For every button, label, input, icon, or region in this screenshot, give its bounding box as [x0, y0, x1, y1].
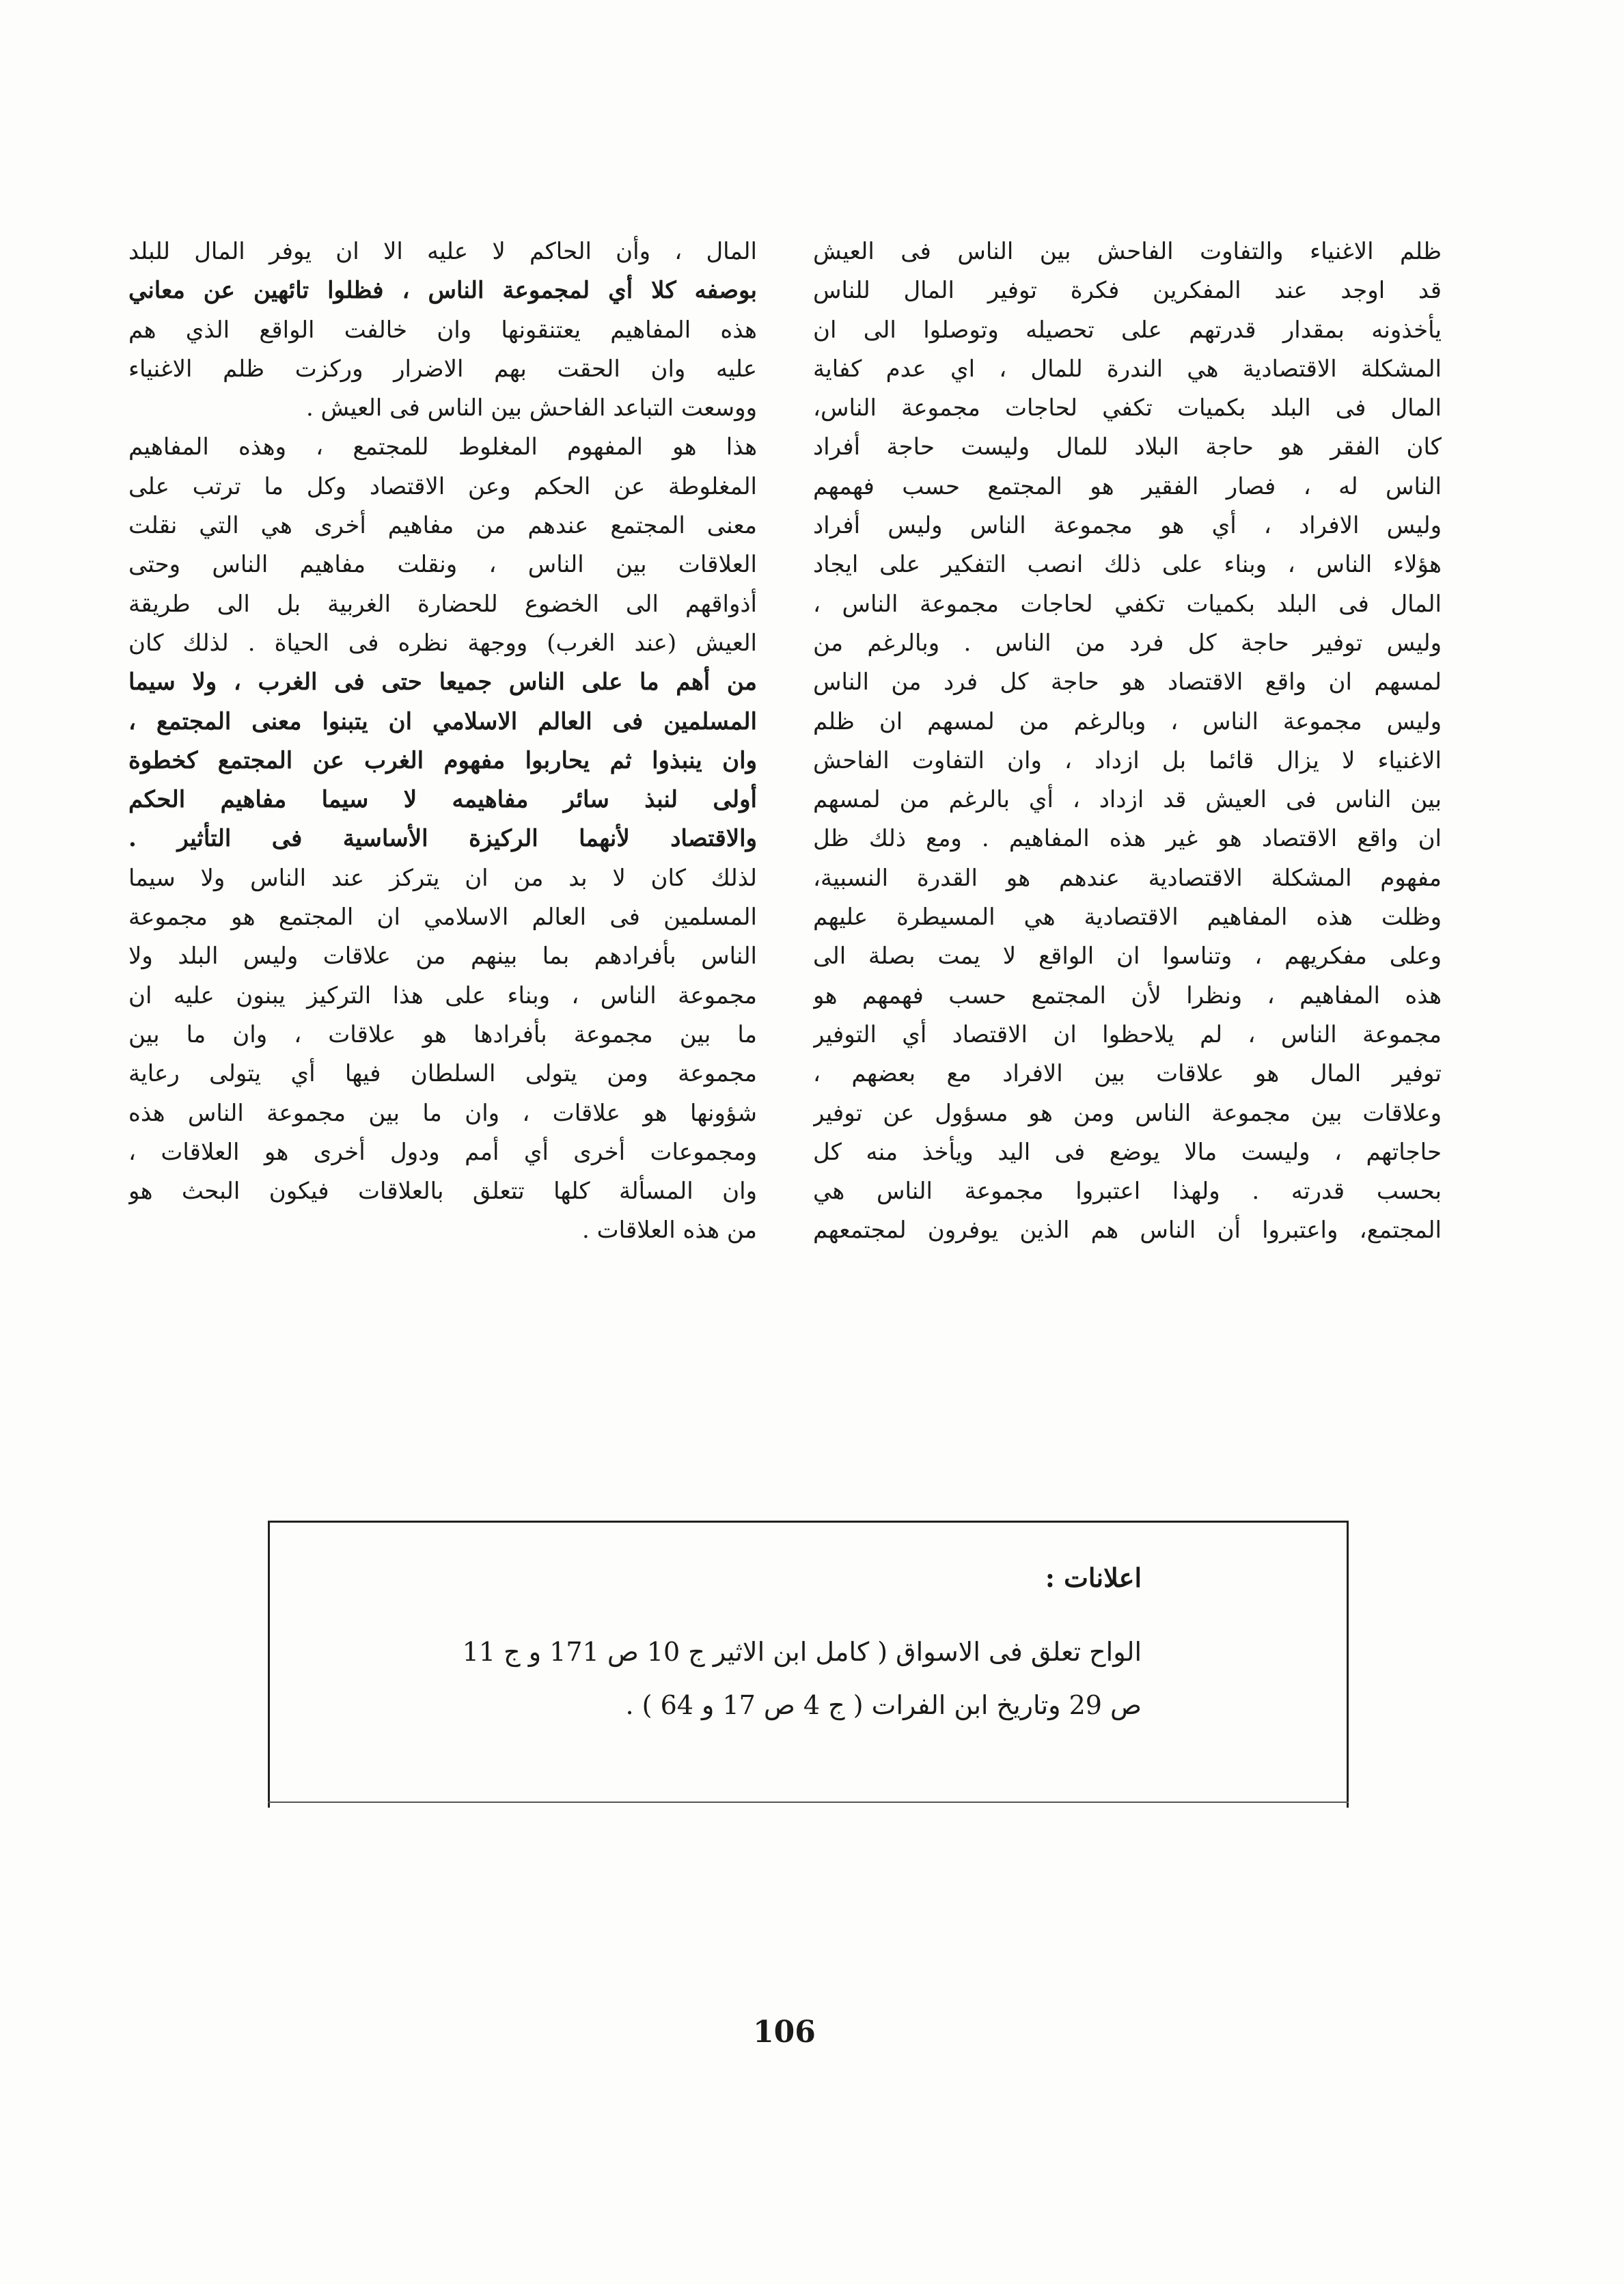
footnote-box — [268, 1521, 1349, 1808]
text-line: أولى لنبذ سائر مفاهيمه لا سيما مفاهيم الحكم — [128, 786, 757, 814]
text-line: ومجموعات أخرى أي أمم ودول أخرى هو العلاقات ، — [128, 1138, 757, 1166]
text-line: مجموعة الناس ، لم يلاحظوا ان الاقتصاد أي التوفير — [813, 1020, 1442, 1048]
text-line: شؤونها هو علاقات ، وان ما بين مجموعة الناس هذه — [128, 1099, 757, 1127]
footnote-line: الواح تعلق فى الاسواق ( كامل ابن الاثير ج 10 ص 171 و ج 11 — [462, 1637, 1142, 1667]
text-line: وليس الافراد ، أي هو مجموعة الناس وليس أفراد — [813, 512, 1442, 540]
text-line: مفهوم المشكلة الاقتصادية عندهم هو القدرة النسبية، — [813, 864, 1442, 892]
text-line: المال ، وأن الحاكم لا عليه الا ان يوفر المال للبلد — [128, 238, 757, 265]
text-line: عليه وان الحقت بهم الاضرار وركزت ظلم الاغنياء — [128, 355, 757, 383]
text-line: المشكلة الاقتصادية هي الندرة للمال ، اي عدم كفاية — [813, 355, 1442, 383]
text-line: هؤلاء الناس ، وبناء على ذلك انصب التفكير على ايجاد — [813, 551, 1442, 579]
text-line: بين الناس فى العيش قد ازداد ، أي بالرغم من لمسهم — [813, 786, 1442, 814]
footnote-divider — [268, 1802, 1349, 1803]
text-line: وعلى مفكريهم ، وتناسوا ان الواقع لا يمت بصلة الى — [813, 942, 1442, 970]
footnote-text — [335, 1625, 1142, 1732]
text-line: من هذه العلاقات . — [581, 1216, 757, 1245]
text-line: ان واقع الاقتصاد هو غير هذه المفاهيم . ومع ذلك ظل — [813, 825, 1442, 853]
text-line: يأخذونه بمقدار قدرتهم على تحصيله وتوصلوا الى ان — [813, 316, 1442, 344]
text-line: المال فى البلد بكميات تكفي لحاجات مجموعة الناس ، — [813, 590, 1442, 618]
text-line: المغلوطة عن الحكم وعن الاقتصاد وكل ما ترتب على — [128, 472, 757, 500]
text-line: وان ينبذوا ثم يحاربوا مفهوم الغرب عن المجتمع كخطوة — [128, 746, 757, 774]
text-line: الناس بأفرادهم بما بينهم من علاقات وليس البلد ولا — [128, 942, 757, 970]
text-line: قد اوجد عند المفكرين فكرة توفير المال للناس — [813, 277, 1442, 305]
text-line: لذلك كان لا بد من ان يتركز عند الناس ولا سيما — [128, 864, 757, 892]
page-number: 106 — [753, 2015, 816, 2050]
text-line: مجموعة ومن يتولى السلطان فيها أي يتولى رعاية — [128, 1060, 757, 1088]
text-line: العيش (عند الغرب) ووجهة نظره فى الحياة . لذلك كان — [128, 629, 757, 657]
text-line: الناس له ، فصار الفقير هو المجتمع حسب فهمهم — [813, 472, 1442, 500]
text-line: الاغنياء لا يزال قائما بل ازداد ، وان التفاوت الفاحش — [813, 746, 1442, 774]
text-column-left — [128, 232, 757, 1251]
text-line: لمسهم ان واقع الاقتصاد هو حاجة كل فرد من الناس — [813, 668, 1442, 696]
text-line: والاقتصاد لأنهما الركيزة الأساسية فى التأثير . — [128, 825, 757, 853]
text-line: ووسعت التباعد الفاحش بين الناس فى العيش . — [305, 394, 757, 422]
text-line: وعلاقات بين مجموعة الناس ومن هو مسؤول عن توفير — [813, 1099, 1442, 1127]
text-line: وليس توفير حاجة كل فرد من الناس . وبالرغم من — [813, 629, 1442, 657]
text-line: أذواقهم الى الخضوع للحضارة الغربية بل الى طريقة — [128, 590, 757, 618]
text-column-right — [813, 232, 1442, 1251]
text-line: المجتمع، واعتبروا أن الناس هم الذين يوفرون لمجتمعهم — [813, 1216, 1442, 1245]
footnote-heading: اعلانات : — [1045, 1562, 1142, 1593]
text-line: مجموعة الناس ، وبناء على هذا التركيز يبنون عليه ان — [128, 981, 757, 1009]
text-line: توفير المال هو علاقات بين الافراد مع بعضهم ، — [813, 1060, 1442, 1088]
text-line: هذه المفاهيم يعتنقونها وان خالفت الواقع الذي هم — [128, 316, 757, 344]
text-line: ما بين مجموعة بأفرادها هو علاقات ، وان ما بين — [128, 1020, 757, 1048]
footnote-line: ص 29 وتاريخ ابن الفرات ( ج 4 ص 17 و 64 ) . — [625, 1690, 1142, 1720]
text-line: هذا هو المفهوم المغلوط للمجتمع ، وهذه المفاهيم — [128, 433, 757, 461]
text-line: بحسب قدرته . ولهذا اعتبروا مجموعة الناس هي — [813, 1178, 1442, 1206]
text-line: حاجاتهم ، وليست مالا يوضع فى اليد ويأخذ منه كل — [813, 1138, 1442, 1166]
text-line: وظلت هذه المفاهيم الاقتصادية هي المسيطرة عليهم — [813, 903, 1442, 932]
text-line: هذه المفاهيم ، ونظرا لأن المجتمع حسب فهمهم هو — [813, 981, 1442, 1009]
text-line: بوصفه كلا أي لمجموعة الناس ، فظلوا تائهين عن معاني — [128, 277, 757, 305]
text-line: العلاقات بين الناس ، ونقلت مفاهيم الناس وحتى — [128, 551, 757, 579]
text-line: كان الفقر هو حاجة البلاد للمال وليست حاجة أفراد — [813, 433, 1442, 461]
text-line: وان المسألة كلها تتعلق بالعلاقات فيكون البحث هو — [128, 1178, 757, 1206]
text-line: معنى المجتمع عندهم من مفاهيم أخرى هي التي نقلت — [128, 512, 757, 540]
text-line: المسلمين فى العالم الاسلامي ان المجتمع هو مجموعة — [128, 903, 757, 932]
text-line: المال فى البلد بكميات تكفي لحاجات مجموعة الناس، — [813, 394, 1442, 422]
text-line: من أهم ما على الناس جميعا حتى فى الغرب ، ولا سيما — [128, 668, 757, 696]
text-line: وليس مجموعة الناس ، وبالرغم من لمسهم ان ظلم — [813, 707, 1442, 735]
text-line: المسلمين فى العالم الاسلامي ان يتبنوا معنى المجتمع ، — [128, 707, 757, 735]
text-line: ظلم الاغنياء والتفاوت الفاحش بين الناس فى العيش — [813, 238, 1442, 265]
